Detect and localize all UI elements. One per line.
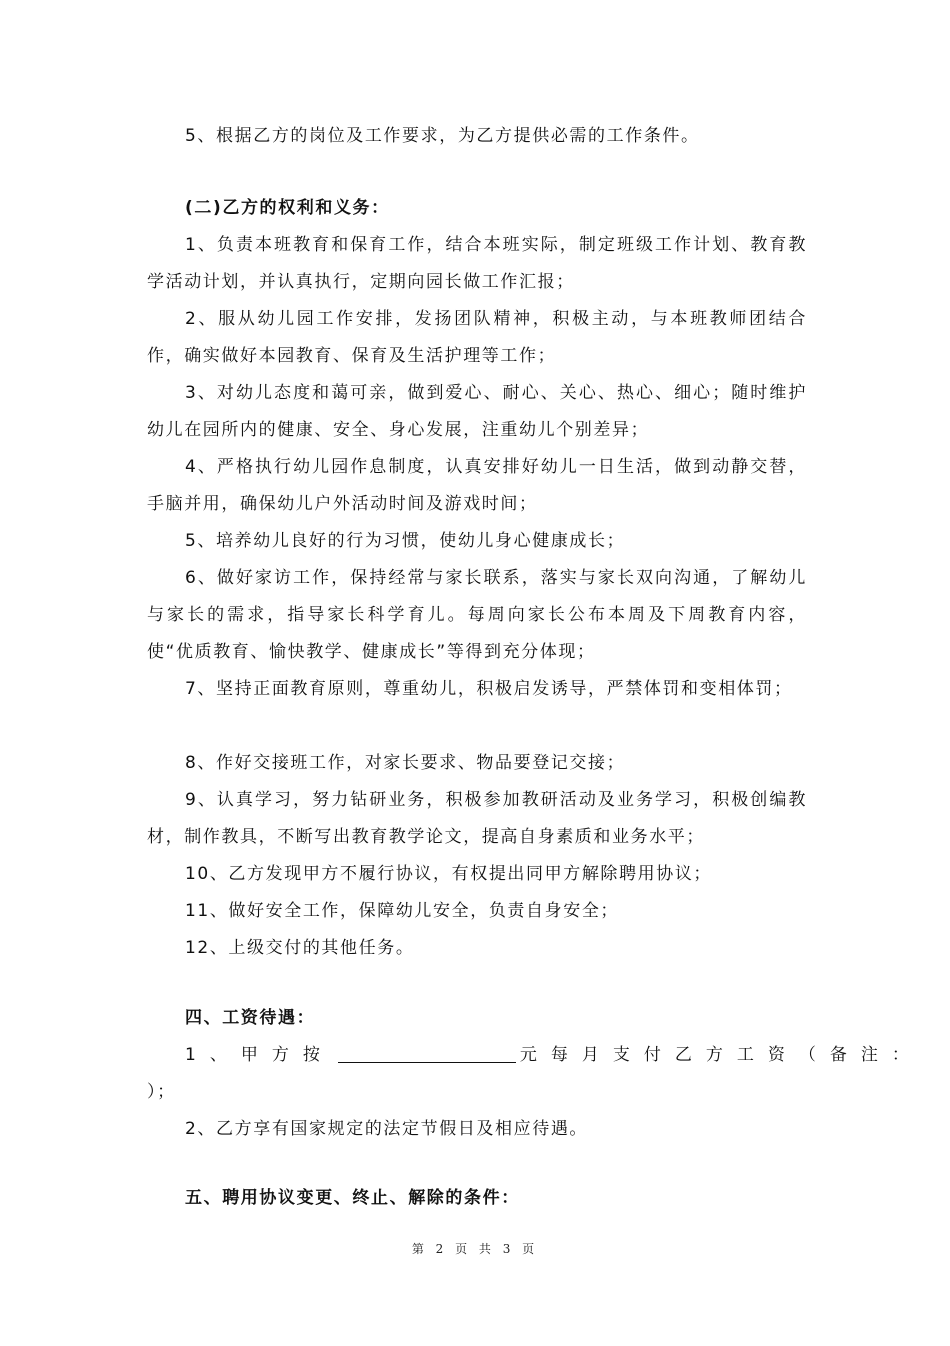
duty-item-2: 2、服从幼儿园工作安排，发扬团队精神，积极主动，与本班教师团结合作，确实做好本园教育、保育及生活护理等工作； bbox=[147, 309, 807, 366]
item-a5: 5、根据乙方的岗位及工作要求，为乙方提供必需的工作条件。 bbox=[185, 126, 700, 146]
page-footer: 第 2 页 共 3 页 bbox=[411, 1242, 539, 1256]
section4-title: 四、工资待遇： bbox=[185, 1008, 316, 1028]
duty-item-5: 5、培养幼儿良好的行为习惯，使幼儿身心健康成长； bbox=[185, 531, 626, 551]
wage-item-1 bbox=[147, 1037, 923, 1074]
duty-item-12: 12、上级交付的其他任务。 bbox=[185, 938, 415, 958]
section-b-title: (二)乙方的权利和义务： bbox=[185, 198, 390, 218]
duty-item-3: 3、对幼儿态度和蔼可亲，做到爱心、耐心、关心、热心、细心；随时维护幼儿在园所内的健康、安全、身心发展，注重幼儿个别差异； bbox=[147, 383, 807, 440]
duty-item-1: 1、负责本班教育和保育工作，结合本班实际，制定班级工作计划、教育教学活动计划，并认真执行，定期向园长做工作汇报； bbox=[147, 235, 807, 292]
duty-item-10: 10、乙方发现甲方不履行协议，有权提出同甲方解除聘用协议； bbox=[185, 864, 713, 884]
section5-title: 五、聘用协议变更、终止、解除的条件： bbox=[185, 1188, 520, 1208]
wage-item-1-label: 1、甲方按 bbox=[185, 1045, 334, 1065]
duty-item-4: 4、严格执行幼儿园作息制度，认真安排好幼儿一日生活，做到动静交替，手脑并用，确保幼儿户外活动时间及游戏时间； bbox=[147, 457, 807, 514]
wage-item-2: 2、乙方享有国家规定的法定节假日及相应待遇。 bbox=[185, 1119, 589, 1139]
wage-item-1-end: ）； bbox=[147, 1082, 176, 1102]
wage-item-1-text: 元每月支付乙方工资（备注： bbox=[519, 1045, 923, 1065]
duty-item-8: 8、作好交接班工作，对家长要求、物品要登记交接； bbox=[185, 753, 626, 773]
duty-item-9: 9、认真学习，努力钻研业务，积极参加教研活动及业务学习，积极创编教材，制作教具，不断写出教育教学论文，提高自身素质和业务水平； bbox=[147, 790, 807, 847]
duty-item-11: 11、做好安全工作，保障幼儿安全，负责自身安全； bbox=[185, 901, 620, 921]
duty-item-6: 6、做好家访工作，保持经常与家长联系，落实与家长双向沟通，了解幼儿与家长的需求，指导家长科学育儿。每周向家长公布本周及下周教育内容，使“优质教育、愉快教学、健康成长”等得到充分体现； bbox=[147, 568, 807, 662]
wage-amount-blank bbox=[338, 1044, 516, 1063]
duty-item-7: 7、坚持正面教育原则，尊重幼儿，积极启发诱导，严禁体罚和变相体罚； bbox=[185, 679, 793, 699]
